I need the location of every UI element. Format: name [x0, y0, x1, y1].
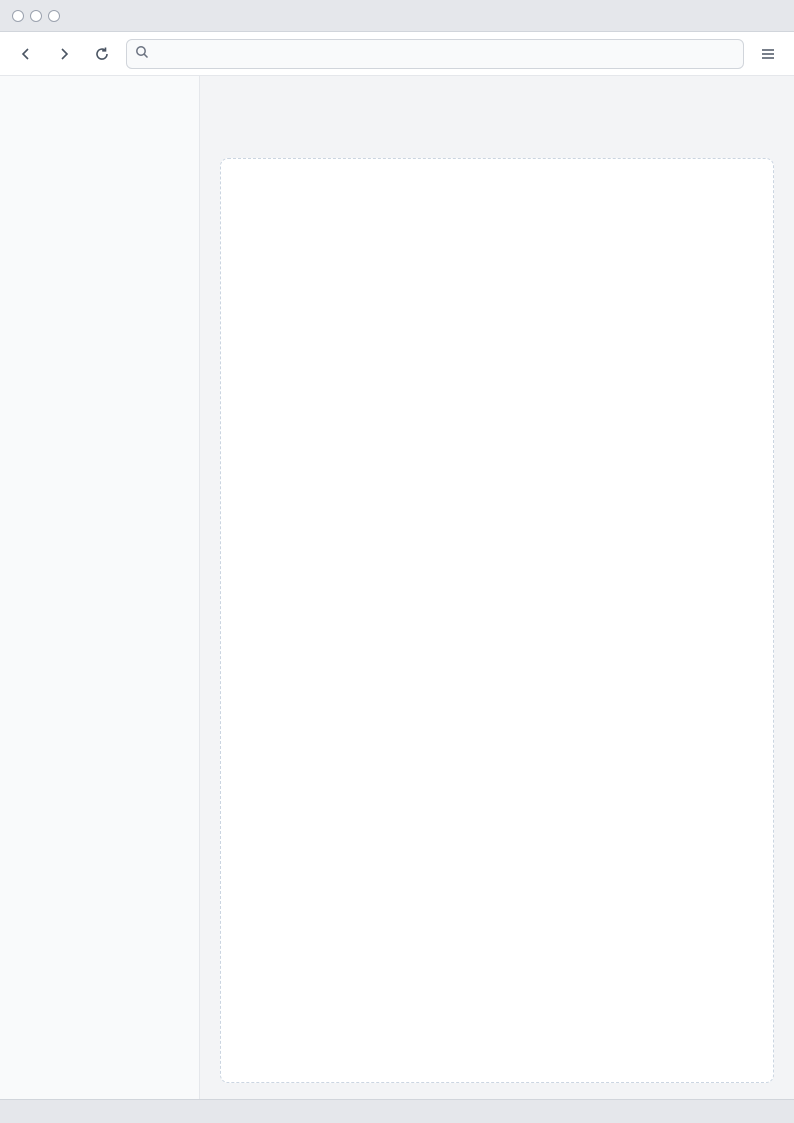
menu-icon[interactable]	[754, 40, 782, 68]
search-input[interactable]	[155, 46, 735, 61]
status-bar	[0, 1099, 794, 1123]
toolbar	[0, 32, 794, 76]
arrow-left-icon[interactable]	[12, 40, 40, 68]
breadcrumb	[220, 92, 774, 108]
refresh-icon[interactable]	[88, 40, 116, 68]
content-panel	[220, 158, 774, 1083]
window-controls	[12, 10, 60, 22]
main-content	[200, 76, 794, 1099]
title-bar	[0, 0, 794, 32]
sidebar	[0, 76, 200, 1099]
maximize-window-button[interactable]	[48, 10, 60, 22]
search-box[interactable]	[126, 39, 744, 69]
close-window-button[interactable]	[12, 10, 24, 22]
minimize-window-button[interactable]	[30, 10, 42, 22]
sidebar-heading	[8, 88, 191, 110]
arrow-right-icon[interactable]	[50, 40, 78, 68]
workspace	[0, 76, 794, 1099]
page-title	[220, 120, 774, 146]
search-icon	[135, 45, 149, 62]
